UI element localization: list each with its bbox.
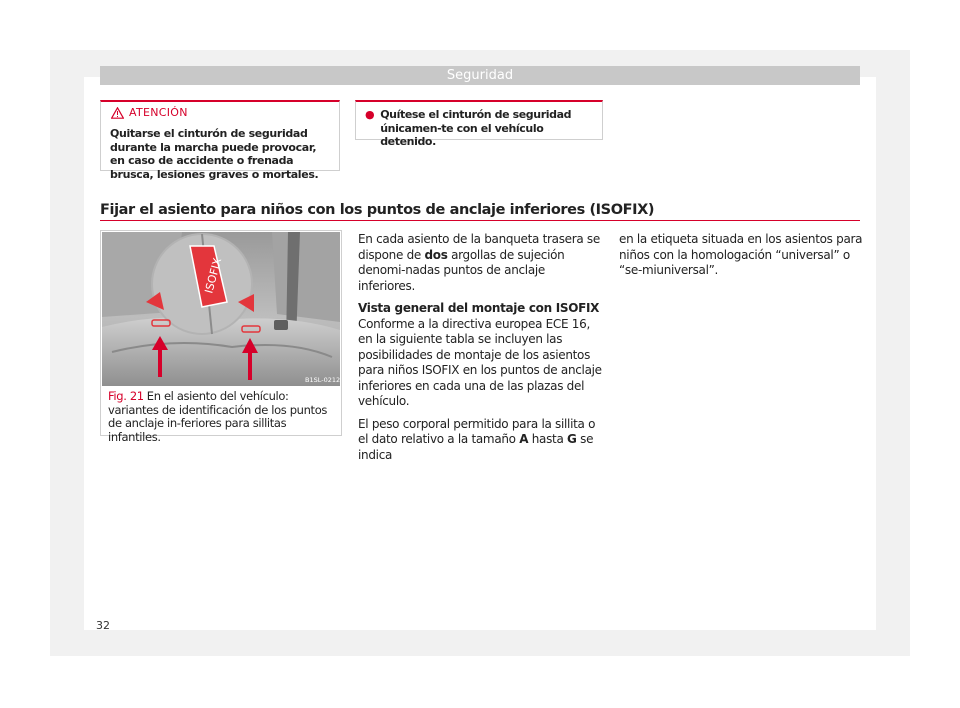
bullet-text: Quítese el cinturón de seguridad únicamen-te con el vehículo detenido.: [380, 108, 572, 148]
warning-triangle-icon: [111, 107, 124, 119]
text-bold: G: [567, 432, 577, 446]
figure-caption-text: En el asiento del vehículo: variantes de identificación de los puntos de anclaje in-feriores para sillitas infantiles.: [108, 389, 328, 444]
section-title: Fijar el asiento para niños con los puntos de anclaje inferiores (ISOFIX): [100, 202, 655, 218]
subheading: Vista general del montaje con ISOFIX: [358, 301, 600, 315]
figure-image-code: B1SL-0212: [305, 376, 340, 384]
figure-label: Fig. 21: [108, 389, 144, 403]
text-run: argollas de sujeción denomi-nadas puntos de anclaje inferiores.: [358, 247, 565, 293]
figure-box: [100, 230, 342, 444]
warning-text: Quitarse el cinturón de seguridad durante la marcha puede provocar, en caso de accidente o frenada brusca, lesiones graves o mortales.: [110, 127, 319, 181]
paragraph-intro: [358, 232, 602, 294]
body-column-2: [619, 232, 863, 286]
paragraph-label: en la etiqueta situada en los asientos para niños con la homologación “universal” o “se-miuniversal”.: [619, 232, 863, 277]
text-bold: dos: [424, 247, 448, 262]
paragraph-overview: [358, 301, 602, 410]
figure-caption: [108, 390, 336, 444]
section-divider: [100, 220, 860, 221]
bullet-icon: ●: [365, 108, 375, 121]
isofix-sign-text: ISOFIX: [202, 256, 225, 295]
paragraph-weight: [358, 417, 602, 464]
text-bold: A: [519, 432, 529, 446]
warning-box: [100, 100, 340, 181]
text-run: hasta: [528, 432, 568, 446]
text-run: se indica: [358, 432, 594, 462]
page-number: 32: [96, 619, 110, 632]
note-box: [355, 100, 603, 148]
text-run: Conforme a la directiva europea ECE 16, en la siguiente tabla se incluyen las posibilidades de montaje de los asientos para niños ISOFIX en los puntos de anclaje inferiores en cada una de las plazas del vehículo.: [358, 316, 602, 408]
text-run: El peso corporal permitido para la sillita o el dato relativo a la tamaño: [358, 416, 596, 446]
bullet-item: [365, 108, 597, 149]
warning-header: [111, 106, 188, 119]
warning-title: ATENCIÓN: [129, 106, 188, 119]
body-column-1: [358, 232, 602, 470]
isofix-seat-illustration: [102, 232, 340, 386]
header-title: Seguridad: [446, 68, 514, 83]
text-run: En cada asiento de la banqueta trasera se dispone de: [358, 232, 600, 262]
